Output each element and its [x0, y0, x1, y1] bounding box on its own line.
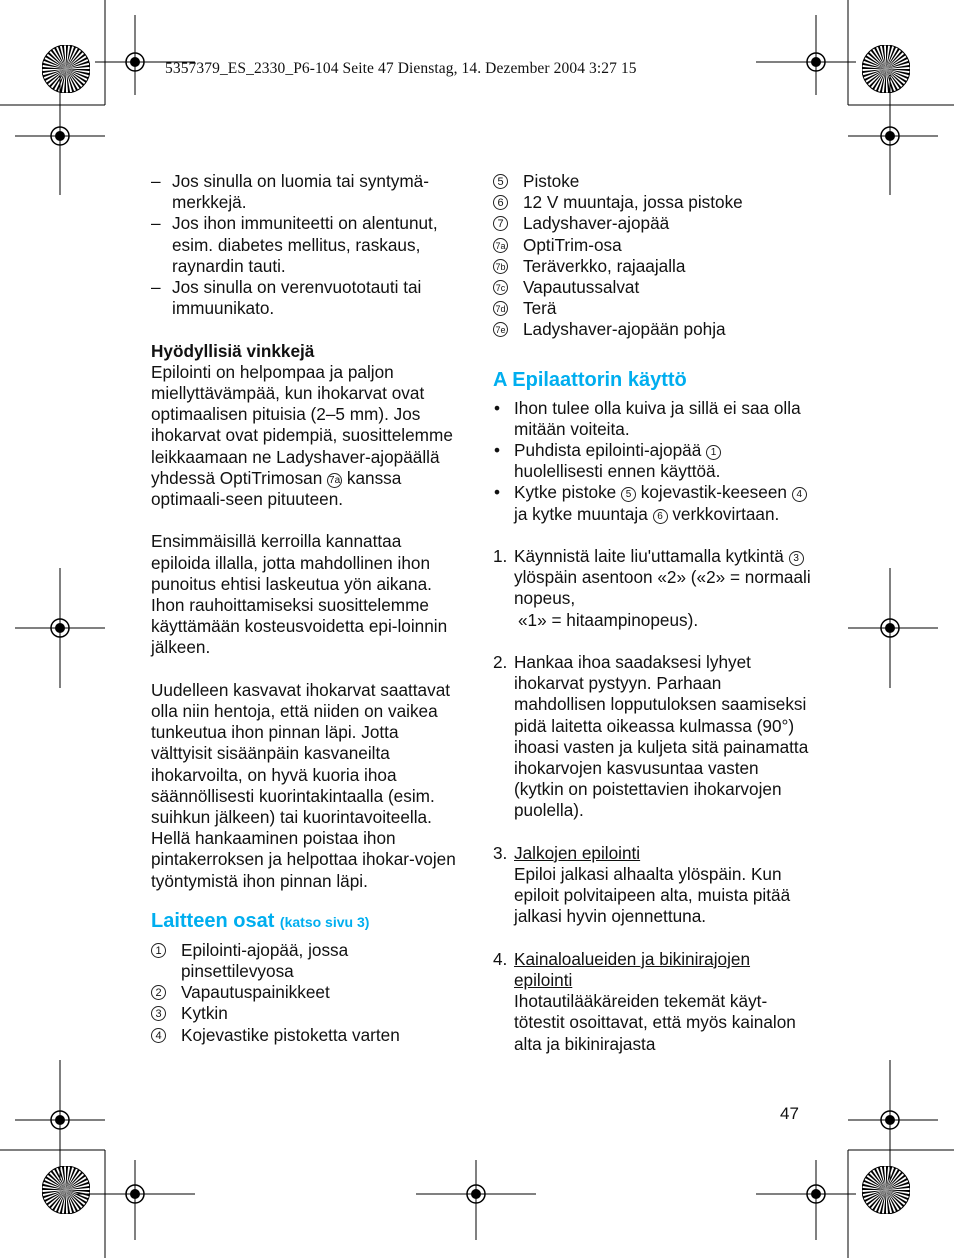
tips-paragraph-2: Ensimmäisillä kerroilla kannattaa epiloida illalla, jotta mahdollinen ihon punoitus ehtisi laskeutua yön aikana. Ihon rauhoittamiseksi suosittelemme käyttämään kosteusvoidetta epi-loinnin jälkeen.	[151, 531, 448, 658]
bullet-mark: •	[494, 482, 501, 503]
part-number-icon: 4	[151, 1028, 166, 1043]
part-number-icon: 7a	[493, 238, 508, 253]
use-heading: A Epilaattorin käyttö	[493, 368, 687, 391]
bullet-text-a: Puhdista epilointi-ajopää	[514, 440, 702, 461]
part-4-icon: 4	[792, 487, 807, 502]
parts-title: Laitteen osat	[151, 909, 275, 932]
part-number-icon: 6	[493, 195, 508, 210]
tips-paragraph-3: Uudelleen kasvavat ihokarvat saattavat olla niin hentoja, että niiden on vaikea tunkeutua ihon pinnan läpi. Jotta välttyisit sisäänpäin kasvaneilta ihokarvoilta, on hyvä kuoria ihoa säännöllisesti kuorintakintaalla (esim. suihkun jälkeen) tai kuorintavoiteella. Hellä hankaaminen poistaa ihon pintakerroksen ja helpottaa ihokar-vojen työntymistä ihon pinnan läpi.	[151, 679, 456, 891]
step-text: Epiloi jalkasi alhaalta ylöspäin. Kun epiloit polvitaipeen alta, muista pitää jalkasi hyvin ojennettuna.	[514, 864, 791, 927]
part-label: 12 V muuntaja, jossa pistoke	[523, 192, 743, 213]
part-number-icon: 7e	[493, 322, 508, 337]
part-number-icon: 7	[493, 216, 508, 231]
parts-subtitle: (katso sivu 3)	[279, 913, 370, 930]
dash-mark: –	[151, 171, 161, 191]
step-text-b: ylöspäin asentoon «2» («2» = normaali nopeus,	[514, 567, 811, 609]
bullet-text-a: Kytke pistoke	[514, 482, 617, 503]
part-5-icon: 5	[621, 487, 636, 502]
part-label: Ladyshaver-ajopää	[523, 213, 670, 234]
step-number: 3.	[493, 842, 508, 863]
bullet-mark: •	[494, 440, 501, 461]
step-title: Kainaloalueiden ja bikinirajojen epilointi	[514, 948, 751, 991]
part-label: OptiTrim-osa	[523, 234, 622, 255]
bullet-text-b: huolellisesti ennen käyttöä.	[514, 461, 721, 482]
tips-text-b: kanssa optimaali-seen pituuteen.	[151, 467, 402, 510]
part-label: Kojevastike pistoketta varten	[181, 1024, 400, 1045]
step-text-c: «1» = hitaampinopeus).	[518, 609, 699, 630]
part-number-icon: 1	[151, 943, 166, 958]
part-number-icon: 2	[151, 985, 166, 1000]
page-number: 47	[780, 1104, 799, 1123]
print-header: 5357379_ES_2330_P6-104 Seite 47 Dienstag, 14. Dezember 2004 3:27 15	[165, 60, 637, 77]
precaution-text: Jos ihon immuniteetti on alentunut, esim. diabetes mellitus, raskaus, raynardin tauti.	[172, 213, 438, 276]
part-7a-icon: 7a	[329, 474, 341, 486]
bullet-text-b: kojevastik-keeseen	[640, 482, 787, 503]
part-1-icon: 1	[706, 445, 721, 460]
bullet-text-c: ja kytke muuntaja	[514, 503, 648, 524]
bullet-text-d: verkkovirtaan.	[672, 503, 780, 524]
part-number-icon: 7c	[493, 280, 508, 295]
step-text: Ihotautilääkäreiden tekemät käyt-tötestit osoittavat, että myös kainalon alta ja bikinirajasta	[514, 991, 796, 1054]
part-label: Epilointi-ajopää, jossa pinsettilevyosa	[181, 939, 349, 982]
part-label: Pistoke	[523, 171, 580, 191]
step-number: 4.	[493, 948, 508, 969]
part-number-icon: 7b	[493, 259, 508, 274]
tips-title: Hyödyllisiä vinkkejä	[151, 340, 315, 361]
step-title: Jalkojen epilointi	[514, 842, 641, 863]
step-number: 1.	[493, 546, 508, 567]
part-label: Vapautuspainikkeet	[181, 982, 330, 1003]
part-6-icon: 6	[653, 509, 668, 524]
precaution-text: Jos sinulla on luomia tai syntymä-merkkejä.	[172, 171, 429, 213]
part-3-icon: 3	[789, 551, 804, 566]
bullet-mark: •	[494, 397, 501, 418]
part-label: Teräverkko, rajaajalla	[523, 255, 686, 276]
step-number: 2.	[493, 652, 508, 673]
step-text-a: Käynnistä laite liu'uttamalla kytkintä	[514, 546, 784, 567]
dash-mark: –	[151, 213, 161, 234]
part-label: Ladyshaver-ajopään pohja	[523, 319, 726, 340]
part-label: Terä	[523, 298, 557, 319]
part-label: Kytkin	[181, 1003, 228, 1024]
part-label: Vapautussalvat	[523, 277, 640, 298]
dash-mark: –	[151, 277, 161, 298]
tips-text-a: Epilointi on helpompaa ja paljon miellyttävämpää, kun ihokarvat ovat optimaalisen pituisia (2–5 mm). Jos ihokarvat ovat pidempiä, suosittelemme leikkaamaan ne Ladyshaver-ajopäällä yhdessä OptiTrimosan	[151, 361, 453, 488]
part-number-icon: 5	[493, 174, 508, 189]
part-number-icon: 3	[151, 1006, 166, 1021]
part-number-icon: 7d	[493, 301, 508, 316]
step-text: Hankaa ihoa saadaksesi lyhyet ihokarvat pystyyn. Parhaan mahdollisen lopputuloksen saamiseksi pidä laitetta oikeassa kulmassa (90°) ihoasi vasten ja kuljeta sitä painamatta ihokarvojen kasvusuntaa vasten (kytkin on poistettavien ihokarvojen puolella).	[514, 652, 809, 821]
precaution-text: Jos sinulla on verenvuototauti tai immuunikato.	[172, 277, 422, 319]
bullet-text: Ihon tulee olla kuiva ja sillä ei saa olla mitään voiteita.	[514, 397, 801, 439]
